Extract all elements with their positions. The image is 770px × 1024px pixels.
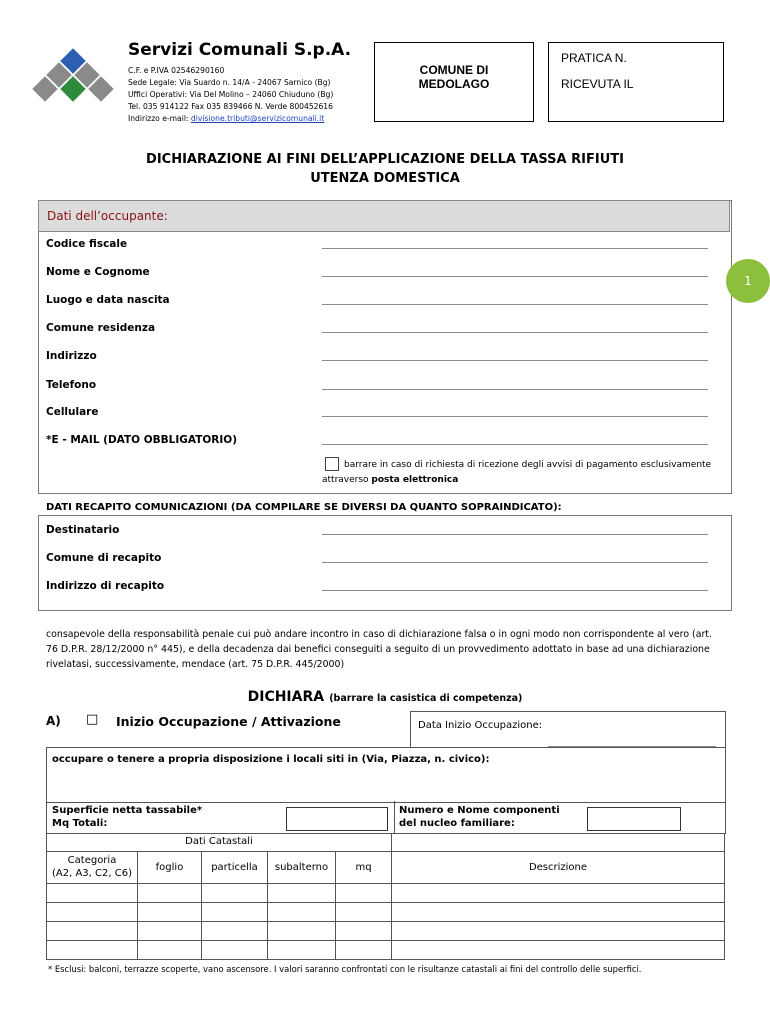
company-vat: C.F. e P.IVA 02546290160 [128, 66, 225, 75]
col-mq: mq [336, 851, 392, 883]
occupare-label: occupare o tenere a propria disposizione i locali siti in (Via, Piazza, n. civico): [52, 754, 490, 765]
consapevole-line3: rivelatasi, successivamente, mendace (art. 75 D.P.R. 445/2000) [46, 659, 345, 670]
company-email-link[interactable]: divisione.tributi@servizicomunali.it [190, 114, 325, 123]
table-row [47, 883, 725, 902]
company-phone: Tel. 035 914122 Fax 035 839466 N. Verde 800452616 [128, 102, 333, 111]
section-a-checkbox[interactable]: □ [86, 712, 99, 727]
numero-componenti-line1: Numero e Nome componenti [399, 805, 560, 816]
luogo-data-nascita-field[interactable] [322, 304, 708, 305]
telefono-field[interactable] [322, 389, 708, 390]
label-indirizzo: Indirizzo [46, 350, 97, 362]
document-title [0, 152, 770, 186]
consapevole-line2: 76 D.P.R. 28/12/2000 n° 445), e della decadenza dai benefici conseguiti a seguito di un provvedimento adottato in base ad una dichiarazione [46, 644, 710, 655]
email-field[interactable] [322, 444, 708, 445]
codice-fiscale-field[interactable] [322, 248, 708, 249]
label-email: *E - MAIL (DATO OBBLIGATORIO) [46, 434, 237, 446]
col-categoria [47, 851, 138, 883]
numero-componenti-label [399, 804, 560, 830]
email-checkbox-note-prefix: attraverso [322, 475, 372, 485]
dati-catastali-header: Dati Catastali [47, 833, 392, 851]
comune-residenza-field[interactable] [322, 332, 708, 333]
numero-componenti-line2: del nucleo familiare: [399, 818, 515, 829]
table-row [47, 902, 725, 921]
section-a-title: Inizio Occupazione / Attivazione [116, 714, 341, 729]
indirizzo-field[interactable] [322, 360, 708, 361]
col-categoria-line1: Categoria [67, 855, 117, 866]
label-cellulare: Cellulare [46, 406, 99, 418]
col-subalterno: subalterno [268, 851, 336, 883]
cellulare-field[interactable] [322, 416, 708, 417]
col-foglio: foglio [138, 851, 202, 883]
comune-box [374, 42, 534, 122]
occupante-heading: Dati dell’occupante: [47, 209, 168, 223]
label-destinatario: Destinatario [46, 524, 120, 536]
email-checkbox-note-bold: posta elettronica [371, 475, 459, 485]
dichiara-note: (barrare la casistica di competenza) [329, 693, 523, 704]
comune-line1: COMUNE DI [419, 63, 489, 77]
data-inizio-label: Data Inizio Occupazione: [418, 720, 543, 731]
company-info [128, 40, 368, 125]
company-legal-seat: Sede Legale: Via Suardo n. 14/A - 24067 Sarnico (Bg) [128, 78, 331, 87]
superficie-mq-input[interactable] [286, 807, 388, 831]
table-row [47, 940, 725, 959]
company-email-row [128, 113, 368, 125]
comune-line2: MEDOLAGO [418, 77, 490, 91]
table-row [47, 921, 725, 940]
col-particella: particella [202, 851, 268, 883]
label-luogo-data-nascita: Luogo e data nascita [46, 294, 170, 306]
pratica-label: PRATICA N. [561, 51, 627, 65]
col-descrizione: Descrizione [392, 851, 725, 883]
section-a-letter: A) [46, 714, 61, 728]
numero-componenti-input[interactable] [587, 807, 681, 831]
occupante-section-frame [38, 200, 732, 494]
pratica-box [548, 42, 724, 122]
ricevuta-label: RICEVUTA IL [561, 77, 634, 91]
superficie-label [52, 804, 202, 830]
col-categoria-line2: (A2, A3, C2, C6) [52, 868, 132, 879]
recapito-heading: DATI RECAPITO COMUNICAZIONI (DA COMPILARE SE DIVERSI DA QUANTO SOPRAINDICATO): [46, 502, 562, 513]
label-codice-fiscale: Codice fiscale [46, 238, 128, 250]
title-line2: UTENZA DOMESTICA [310, 171, 460, 186]
destinatario-field[interactable] [322, 534, 708, 535]
superficie-label-line1: Superficie netta tassabile* [52, 805, 203, 816]
label-comune-residenza: Comune residenza [46, 322, 156, 334]
comune-recapito-field[interactable] [322, 562, 708, 563]
dichiara-heading [0, 686, 770, 705]
consapevole-paragraph [46, 627, 730, 672]
email-checkbox-note-line2 [322, 475, 458, 485]
label-telefono: Telefono [46, 379, 97, 391]
superficie-divider [394, 801, 395, 833]
dichiara-word: DICHIARA [247, 689, 325, 705]
email-only-checkbox[interactable] [325, 457, 339, 471]
label-indirizzo-recapito: Indirizzo di recapito [46, 580, 165, 592]
company-offices: Uffici Operativi: Via Del Molino – 24060 Chiuduno (Bg) [128, 90, 334, 99]
page-number-badge[interactable]: 1 [726, 259, 770, 303]
superficie-label-line2: Mq Totali: [52, 818, 108, 829]
indirizzo-recapito-field[interactable] [322, 590, 708, 591]
occupante-heading-bar [38, 200, 730, 232]
nome-cognome-field[interactable] [322, 276, 708, 277]
label-nome-cognome: Nome e Cognome [46, 266, 150, 278]
consapevole-line1: consapevole della responsabilità penale cui può andare incontro in caso di dichiarazione falsa o in ogni modo non corrispondente al vero (art. [46, 629, 712, 640]
label-comune-recapito: Comune di recapito [46, 552, 162, 564]
company-email-label: Indirizzo e-mail: [128, 114, 189, 123]
company-name: Servizi Comunali S.p.A. [128, 40, 352, 60]
superficie-footnote: * Esclusi: balconi, terrazze scoperte, vano ascensore. I valori saranno confrontati con le risultanze catastali ai fini del controllo delle superfici. [48, 964, 642, 974]
dati-catastali-table [46, 833, 725, 960]
title-line1: DICHIARAZIONE AI FINI DELL’APPLICAZIONE DELLA TASSA RIFIUTI [146, 152, 624, 167]
email-checkbox-note-line1: barrare in caso di richiesta di ricezione degli avvisi di pagamento esclusivamente [344, 460, 712, 470]
company-logo [30, 48, 110, 108]
descrizione-header-top [392, 833, 725, 851]
